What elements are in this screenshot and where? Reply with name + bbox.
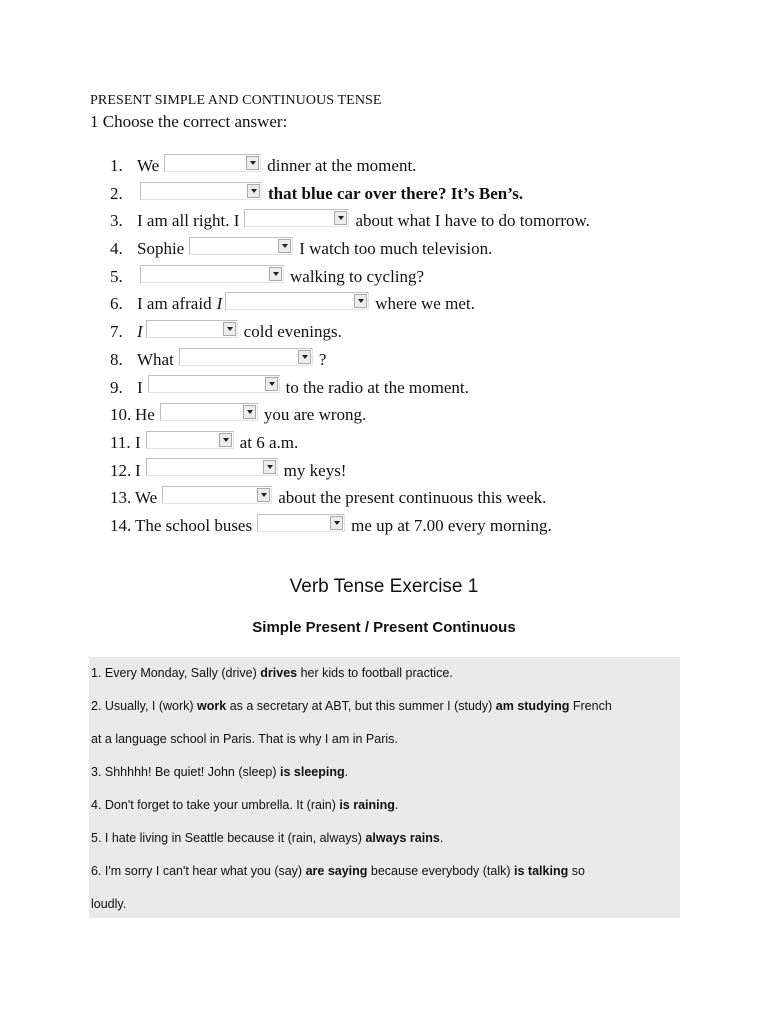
- answer-text: French: [569, 699, 612, 713]
- answer-text: .: [439, 831, 444, 845]
- chevron-down-icon[interactable]: [263, 460, 276, 474]
- question-list: [110, 152, 590, 540]
- question-item: [110, 152, 590, 180]
- answer-text: 1. Every Monday, Sally (drive): [91, 666, 261, 680]
- answer-line: [89, 657, 680, 690]
- question-number: 9.: [110, 377, 123, 397]
- question-text-after: ?: [318, 349, 327, 369]
- question-number: 10.: [110, 405, 132, 425]
- question-text-before: What: [137, 349, 174, 369]
- chevron-down-icon[interactable]: [257, 488, 270, 502]
- answer-text: because everybody (talk): [367, 864, 515, 878]
- answer-dropdown[interactable]: [140, 265, 284, 283]
- question-number: 14.: [110, 515, 132, 535]
- answer-verb: work: [197, 699, 227, 713]
- chevron-down-icon[interactable]: [269, 267, 282, 281]
- question-text-after: about the present continuous this week.: [278, 488, 547, 508]
- answer-verb: is raining: [339, 798, 395, 812]
- answer-panel: [89, 657, 680, 918]
- question-number: 8.: [110, 349, 123, 369]
- question-text-before: Sophie: [137, 239, 185, 259]
- question-text-italic: I: [137, 322, 143, 342]
- question-text-after: walking to cycling?: [290, 266, 425, 286]
- answer-dropdown[interactable]: [257, 514, 345, 532]
- question-text-before: I am afraid: [137, 294, 212, 314]
- question-text-after: cold evenings.: [243, 322, 342, 342]
- question-number: 2.: [110, 183, 123, 203]
- answer-text: .: [394, 798, 399, 812]
- answer-text: 5. I hate living in Seattle because it (rain, always): [91, 831, 366, 845]
- question-text-before: The school buses: [135, 515, 253, 535]
- question-text-after: to the radio at the moment.: [285, 377, 469, 397]
- question-number: 4.: [110, 239, 123, 259]
- answer-line: [89, 690, 680, 723]
- chevron-down-icon[interactable]: [298, 350, 311, 364]
- question-item: [110, 263, 590, 291]
- answer-text: at a language school in Paris. That is why I am in Paris.: [91, 732, 398, 746]
- question-item: [110, 180, 590, 208]
- question-item: [110, 484, 590, 512]
- question-text-before: I: [135, 460, 141, 480]
- question-text-after: dinner at the moment.: [267, 156, 417, 175]
- question-number: 3.: [110, 211, 123, 231]
- question-text-after: me up at 7.00 every morning.: [351, 515, 552, 535]
- question-number: 7.: [110, 322, 123, 342]
- answer-text: 4. Don't forget to take your umbrella. It (rain): [91, 798, 340, 812]
- question-text-after: at 6 a.m.: [239, 432, 299, 452]
- chevron-down-icon[interactable]: [223, 322, 236, 336]
- question-text-after: you are wrong.: [263, 405, 367, 425]
- answer-verb: is sleeping: [280, 765, 345, 779]
- answer-text: as a secretary at ABT, but this summer I (study): [226, 699, 496, 713]
- question-text-after: about what I have to do tomorrow.: [355, 211, 590, 231]
- answer-text: her kids to football practice.: [297, 666, 453, 680]
- question-item: [110, 401, 590, 429]
- question-text-before: I: [135, 432, 141, 452]
- answer-dropdown[interactable]: [146, 431, 234, 449]
- question-text-before: We: [135, 488, 158, 508]
- answer-line: [89, 789, 680, 822]
- answer-dropdown[interactable]: [160, 403, 258, 421]
- answer-verb: is talking: [514, 864, 569, 878]
- question-item: [110, 207, 590, 235]
- answer-text: so: [568, 864, 585, 878]
- exercise-subtitle: Simple Present / Present Continuous: [252, 619, 516, 636]
- question-text-after: I watch too much television.: [299, 239, 493, 259]
- answer-text: 3. Shhhhh! Be quiet! John (sleep): [91, 765, 281, 779]
- question-item: [110, 290, 590, 318]
- answer-verb: am studying: [495, 699, 570, 713]
- exercise-header: [90, 92, 730, 132]
- answer-verb: always rains: [365, 831, 440, 845]
- chevron-down-icon[interactable]: [278, 239, 291, 253]
- chevron-down-icon[interactable]: [246, 156, 259, 170]
- question-text-before: I: [137, 377, 143, 397]
- answer-line: [89, 822, 680, 855]
- answer-text: loudly.: [91, 897, 127, 911]
- question-number: 11.: [110, 432, 131, 452]
- question-item: [110, 512, 590, 540]
- question-number: 5.: [110, 266, 123, 286]
- answer-text: 2. Usually, I (work): [91, 699, 198, 713]
- answer-line: [89, 723, 680, 756]
- exercise-title: Verb Tense Exercise 1: [289, 576, 479, 597]
- question-text-after: where we met.: [375, 294, 475, 314]
- answer-line: [89, 756, 680, 789]
- exercise-heading: PRESENT SIMPLE AND CONTINUOUS TENSE: [90, 93, 382, 108]
- answer-dropdown[interactable]: [146, 320, 238, 338]
- answer-line: [89, 855, 680, 888]
- answer-dropdown[interactable]: [146, 458, 278, 476]
- question-item: [110, 235, 590, 263]
- question-text-italic: I: [216, 294, 223, 314]
- answer-dropdown[interactable]: [164, 154, 261, 172]
- answer-verb: drives: [260, 666, 298, 680]
- answer-line: [89, 888, 680, 921]
- answer-dropdown[interactable]: [189, 237, 293, 255]
- question-number: 6.: [110, 294, 123, 314]
- question-text-before: We: [137, 156, 160, 175]
- exercise-instruction: 1 Choose the correct answer:: [90, 112, 288, 131]
- answer-dropdown[interactable]: [162, 486, 272, 504]
- question-text-before: I am all right. I: [137, 211, 240, 231]
- answer-text: 6. I'm sorry I can't hear what you (say): [91, 864, 306, 878]
- question-item: [110, 429, 590, 457]
- answer-dropdown[interactable]: [225, 292, 369, 310]
- chevron-down-icon[interactable]: [243, 405, 256, 419]
- answer-dropdown[interactable]: [140, 182, 262, 200]
- question-number: 1.: [110, 156, 123, 175]
- chevron-down-icon[interactable]: [334, 211, 347, 225]
- chevron-down-icon[interactable]: [354, 294, 367, 308]
- answer-dropdown[interactable]: [148, 375, 280, 393]
- question-text-after: my keys!: [283, 460, 347, 480]
- question-text-before: He: [135, 405, 155, 425]
- chevron-down-icon[interactable]: [247, 184, 260, 198]
- question-item: [110, 318, 590, 346]
- question-number: 13.: [110, 488, 132, 508]
- chevron-down-icon[interactable]: [219, 433, 232, 447]
- question-item: [110, 457, 590, 485]
- question-item: [110, 346, 590, 374]
- question-text-after: that blue car over there? It’s Ben’s.: [268, 183, 524, 203]
- question-item: [110, 374, 590, 402]
- answer-dropdown[interactable]: [244, 209, 349, 227]
- chevron-down-icon[interactable]: [265, 377, 278, 391]
- answer-dropdown[interactable]: [179, 348, 313, 366]
- question-number: 12.: [110, 460, 132, 480]
- answer-text: .: [344, 765, 349, 779]
- chevron-down-icon[interactable]: [330, 516, 343, 530]
- answer-verb: are saying: [305, 864, 368, 878]
